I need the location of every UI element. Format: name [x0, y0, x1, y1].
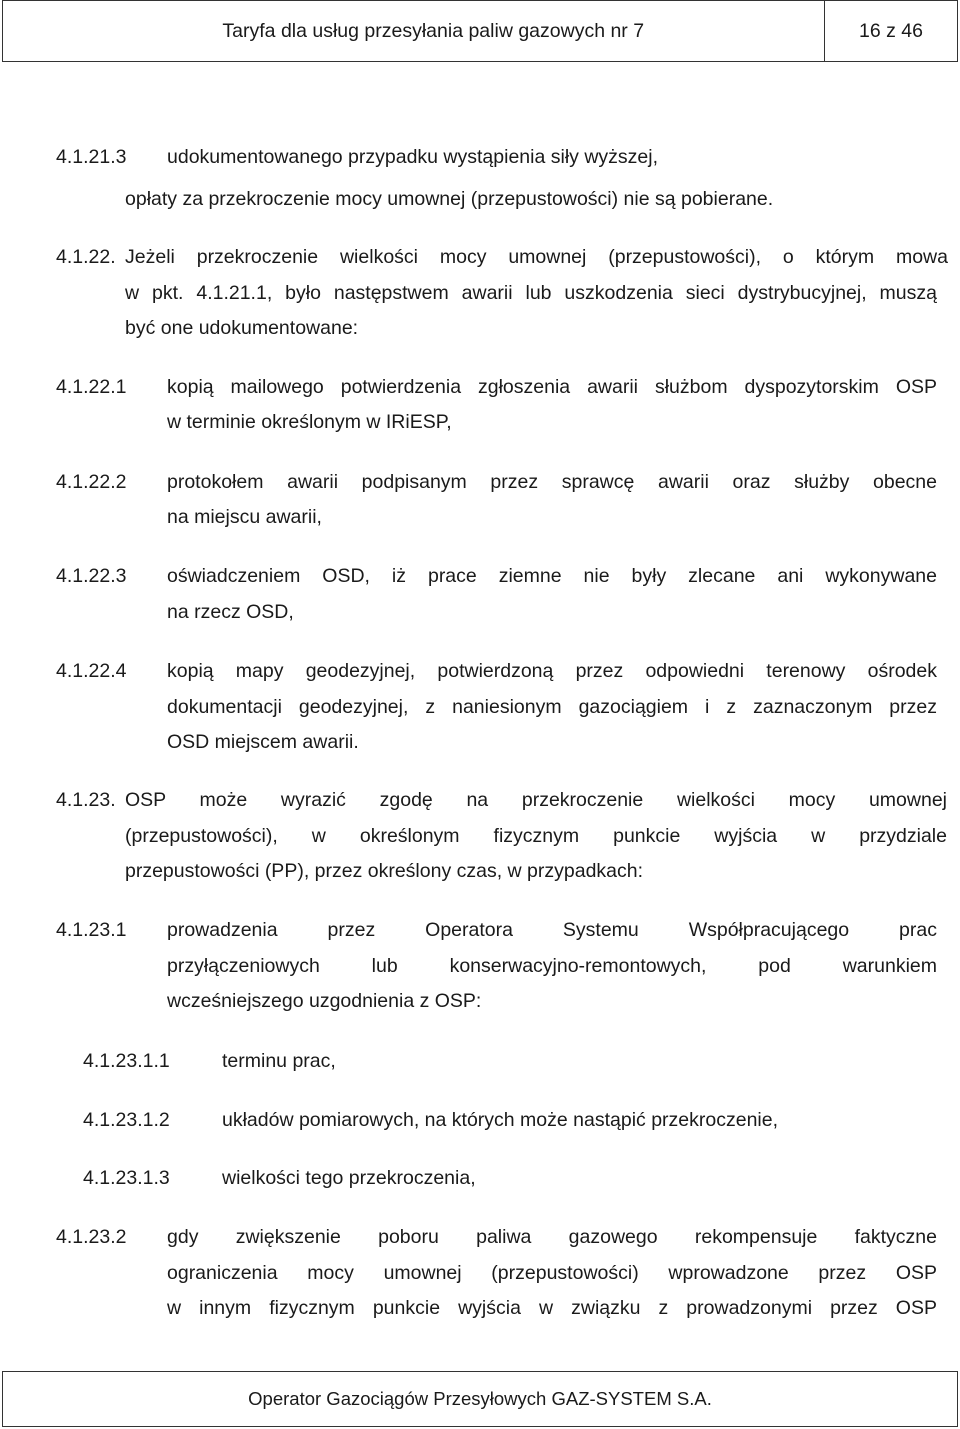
paragraph-line: opłaty za przekroczenie mocy umownej (przepustowości) nie są pobierane. [125, 188, 774, 210]
paragraph-line: ograniczenia mocy umownej (przepustowości) wprowadzone przez OSP [167, 1262, 937, 1284]
page-header [2, 0, 958, 62]
paragraph-line: wcześniejszego uzgodnienia z OSP: [167, 990, 482, 1012]
paragraph-line: oświadczeniem OSD, iż prace ziemne nie były zlecane ani wykonywane [167, 565, 937, 587]
paragraph-line: terminu prac, [222, 1050, 336, 1072]
paragraph-line: układów pomiarowych, na których może nastąpić przekroczenie, [222, 1109, 779, 1131]
paragraph-line: (przepustowości), w określonym fizycznym punkcie wyjścia w przydziale [125, 825, 947, 847]
section-number: 4.1.23.1 [56, 919, 127, 941]
page-footer [2, 1371, 958, 1427]
section-number: 4.1.22.1 [56, 376, 127, 398]
paragraph-line: na miejscu awarii, [167, 506, 322, 528]
section-number: 4.1.23.2 [56, 1226, 127, 1248]
paragraph-line: na rzecz OSD, [167, 601, 294, 623]
page-number: 16 z 46 [859, 19, 923, 42]
section-number: 4.1.23.1.2 [83, 1109, 170, 1131]
paragraph-line: przepustowości (PP), przez określony czas, w przypadkach: [125, 860, 644, 882]
section-number: 4.1.23.1.1 [83, 1050, 170, 1072]
section-number: 4.1.22.2 [56, 471, 127, 493]
section-number: 4.1.21.3 [56, 146, 127, 168]
section-number: 4.1.22. [56, 246, 116, 268]
paragraph-line: protokołem awarii podpisanym przez sprawcę awarii oraz służby obecne [167, 471, 937, 493]
paragraph-line: przyłączeniowych lub konserwacyjno-remontowych, pod warunkiem [167, 955, 937, 977]
section-number: 4.1.22.3 [56, 565, 127, 587]
section-number: 4.1.23.1.3 [83, 1167, 170, 1189]
paragraph-line: Jeżeli przekroczenie wielkości mocy umownej (przepustowości), o którym mowa [125, 246, 948, 268]
paragraph-line: kopią mailowego potwierdzenia zgłoszenia awarii służbom dyspozytorskim OSP [167, 376, 937, 398]
paragraph-line: być one udokumentowane: [125, 317, 359, 339]
paragraph-line: dokumentacji geodezyjnej, z naniesionym gazociągiem i z zaznaczonym przez [167, 696, 937, 718]
footer-company: Operator Gazociągów Przesyłowych GAZ-SYSTEM S.A. [248, 1388, 712, 1409]
paragraph-line: udokumentowanego przypadku wystąpienia siły wyższej, [167, 146, 659, 168]
paragraph-line: w terminie określonym w IRiESP, [167, 411, 452, 433]
paragraph-line: kopią mapy geodezyjnej, potwierdzoną przez odpowiedni terenowy ośrodek [167, 660, 937, 682]
paragraph-line: wielkości tego przekroczenia, [222, 1167, 476, 1189]
paragraph-line: OSP może wyrazić zgodę na przekroczenie wielkości mocy umownej [125, 789, 947, 811]
paragraph-line: w innym fizycznym punkcie wyjścia w związku z prowadzonymi przez OSP [167, 1297, 937, 1319]
section-number: 4.1.22.4 [56, 660, 127, 682]
section-number: 4.1.23. [56, 789, 116, 811]
paragraph-line: prowadzenia przez Operatora Systemu Współpracującego prac [167, 919, 937, 941]
paragraph-line: w pkt. 4.1.21.1, było następstwem awarii lub uszkodzenia sieci dystrybucyjnej, muszą [125, 282, 937, 304]
paragraph-line: gdy zwiększenie poboru paliwa gazowego rekompensuje faktyczne [167, 1226, 937, 1248]
document-title: Taryfa dla usług przesyłania paliw gazowych nr 7 [222, 19, 645, 42]
paragraph-line: OSD miejscem awarii. [167, 731, 359, 753]
